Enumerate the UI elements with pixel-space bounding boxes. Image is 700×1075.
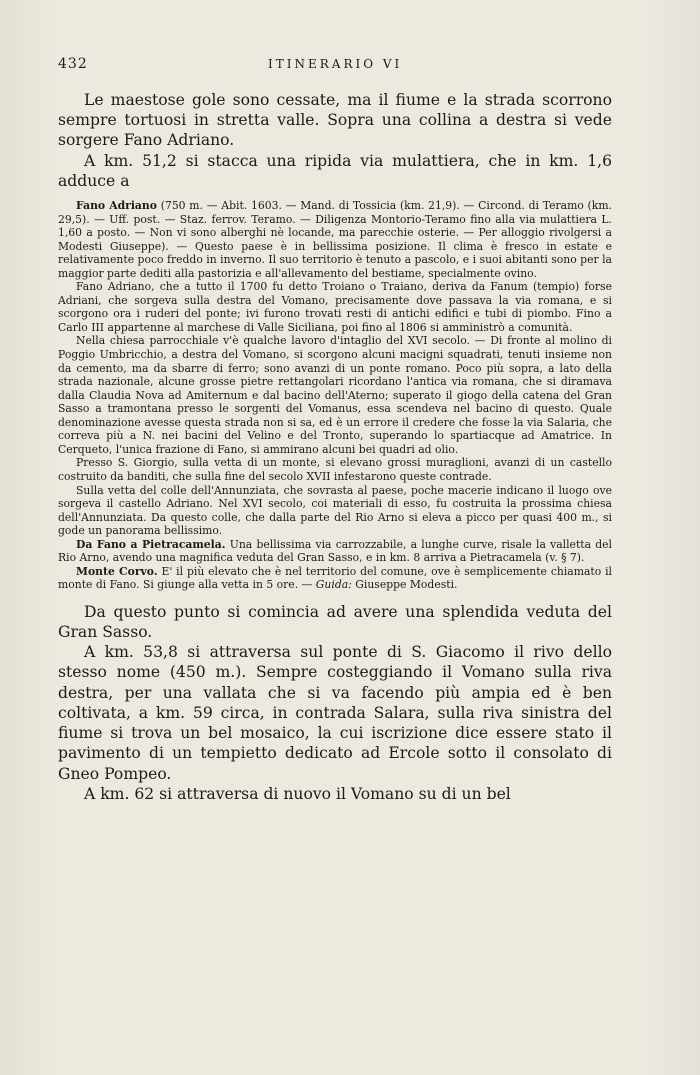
paragraph-san-giacomo: A km. 53,8 si attraversa sul ponte di S. Giacomo il rivo dello stesso nome (450 m.). Sempre costeggiando il Vomano sulla riva destra, per una vallata che si va facendo più ampia ed è ben coltivata, a km. 59 circa, in contrada Salara, sulla riva sinistra del fiume si trova un bel mosaico, la cui iscrizione dice essere stato il pavimento di un tempietto dedicato ad Ercole sotto il consolato di Gneo Pompeo. (58, 643, 612, 783)
paragraph-veduta: Da questo punto si comincia ad avere una splendida veduta del Gran Sasso. (58, 602, 612, 642)
fano-info (58, 199, 612, 280)
monte-title: Monte Corvo. (76, 564, 158, 578)
fano-annunziata: Sulla vetta del colle dell'Annunziata, che sovrasta al paese, poche macerie indicano il luogo ove sorgeva il castello Adriano. Nel XVI secolo, coi materiali di esso, fu costruita la prossima chiesa dell'Annunziata. Da questo colle, che dalla parte del Rio Arno si eleva a picco per quasi 400 m., si gode un panorama bellissimo. (58, 483, 612, 538)
page-number: 432 (58, 56, 88, 72)
monte-text: E' il più elevato che è nel territorio del comune, ove è semplicemente chiamato il monte di Fano. Si giunge alla vetta in 5 ore. — (58, 564, 612, 592)
page-header (58, 56, 612, 72)
paragraph-km62: A km. 62 si attraversa di nuovo il Vomano su di un bel (84, 784, 511, 803)
fano-san-giorgio: Presso S. Giorgio, sulla vetta di un monte, si elevano grossi muraglioni, avanzi di un castello costruito da banditi, che sulla fine del secolo XVII infestarono queste contrade. (58, 456, 612, 483)
paragraph-gole: Le maestose gole sono cessate, ma il fiume e la strada scorrono sempre tortuosi in stretta valle. Sopra una collina a destra si vede sorgere Fano Adriano. (58, 91, 612, 150)
fano-history: Fano Adriano, che a tutto il 1700 fu detto Troiano o Traiano, deriva da Fanum (tempio) forse Adriani, che sorgeva sulla destra del Vomano, precisamente dove passava la via romana, e si scorgono ora i ruderi del ponte; ivi furono trovati resti di antichi edifici e tubi di piombo. Fino a Carlo III appartenne al marchese di Valle Siciliana, poi fino al 1806 si amministrò a comunità. (58, 280, 612, 334)
route-title: Da Fano a Pietracamela. (76, 537, 226, 551)
route-text: Una bellissima via carrozzabile, a lunghe curve, risale la valletta del Rio Arno, avendo una magnifica veduta del Gran Sasso, e in km. 8 arriva a Pietracamela (v. § 7). (58, 537, 613, 565)
fano-church: Nella chiesa parrocchiale v'è qualche lavoro d'intaglio del XVI secolo. — Di fronte al molino di Poggio Umbricchio, a destra del Vomano, si scorgono alcuni macigni squadrati, tenuti insieme non da cemento, ma da sbarre di ferro; sono avanzi di un ponte romano. Poco più sopra, a lato della strada nazionale, alcune grosse pietre rettangolari ricordano l'antica via romana, che si diramava dalla Claudia Nova ad Amiternum e dal bacino dell'Aterno; superato il giogo della catena del Gran Sasso a tramontana presso le sorgenti del Vomanus, essa scendeva nel bacino di questo. Quale denominazione avesse questa strada non si sa, ed è un errore il credere che fosse la via Salaria, che correva più a N. nei bacini del Velino e del Tronto, superando lo spartiacque ad Amatrice. In Cerqueto, l'unica frazione di Fano, si ammirano alcuni bei quadri ad olio. (58, 334, 612, 456)
monte-corvo (58, 565, 612, 592)
guide-name: Giuseppe Modesti. (355, 578, 458, 592)
fano-name: Fano Adriano (76, 199, 157, 213)
fano-info-text: (750 m. — Abit. 1603. — Mand. di Tossicia (km. 21,9). — Circond. di Teramo (km. 29,5). — Uff. post. — Staz. ferrov. Teramo. — Diligenza Montorio-Teramo fino alla via mulattiera L. 1,60 a posto. — Non vi sono alberghi nè locande, ma parecchie osterie. — Per alloggio rivolgersi a Modesti Giuseppe). — Questo paese è in bellissima posizione. Il clima è fresco in estate e relativamente poco freddo in inverno. Il suo territorio è tenuto a pascolo, e i suoi abitanti sono per la maggior parte dediti alla pastorizia e all'allevamento del bestiame, specialmente ovino. (58, 199, 612, 280)
running-title: ITINERARIO VI (268, 57, 403, 71)
route-pietracamela (58, 538, 612, 565)
paragraph-mulattiera: A km. 51,2 si stacca una ripida via mulattiera, che in km. 1,6 adduce a (58, 151, 612, 190)
guide-label: Guida: (315, 578, 352, 592)
